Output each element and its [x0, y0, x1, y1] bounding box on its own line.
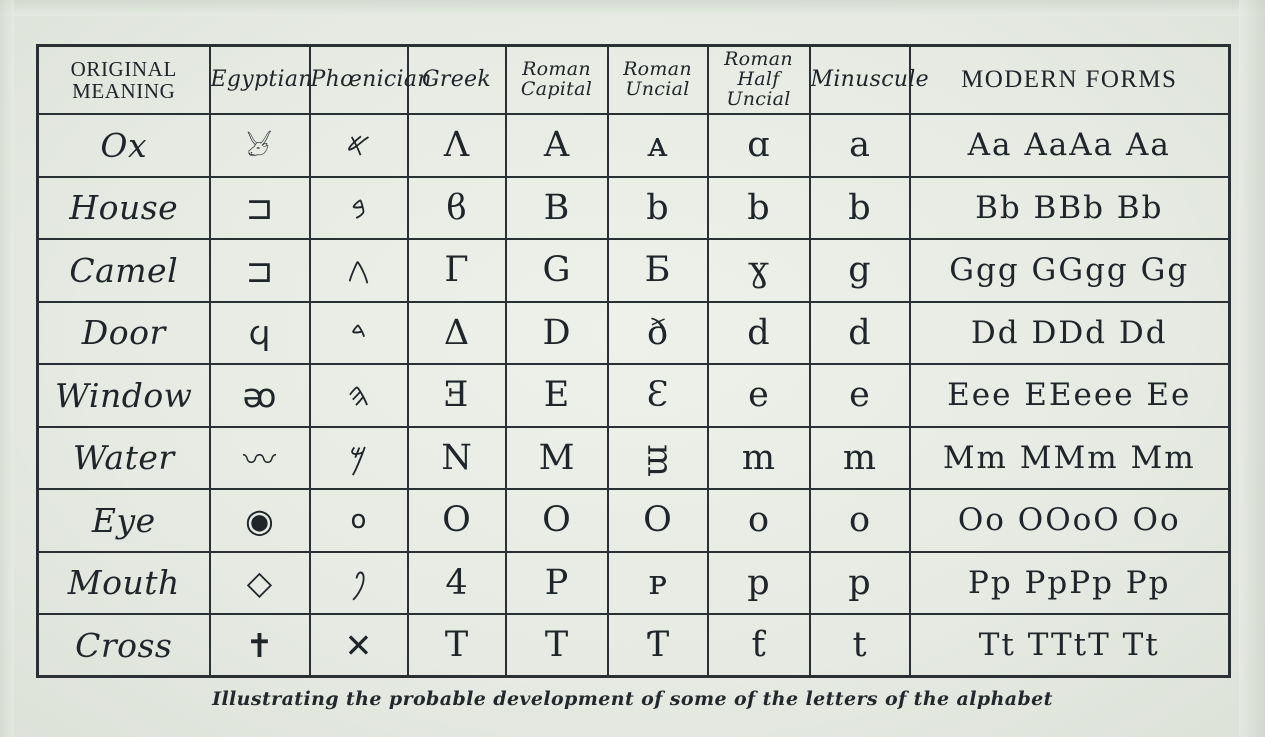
cell-original-meaning: Cross	[38, 614, 210, 677]
cell-greek-glyph: ϐ	[408, 177, 506, 240]
cell-roman-capital-glyph: D	[506, 302, 608, 365]
cell-greek-glyph: 4	[408, 552, 506, 615]
cell-original-meaning: Door	[38, 302, 210, 365]
cell-roman-half-uncial-glyph: m	[708, 427, 810, 490]
cell-roman-capital-glyph: O	[506, 489, 608, 552]
table-row	[38, 552, 1230, 615]
cell-egyptian-glyph: ◇	[210, 552, 310, 615]
cell-modern-forms: Ggg GGgg Gg	[910, 239, 1230, 302]
cell-minuscule-glyph: e	[810, 364, 910, 427]
cell-greek-glyph: Ǝ	[408, 364, 506, 427]
cell-modern-forms: Aa AaAa Aa	[910, 114, 1230, 177]
cell-greek-glyph: Γ	[408, 239, 506, 302]
cell-original-meaning: Ox	[38, 114, 210, 177]
column-header-line1: Roman	[522, 58, 591, 81]
table-header-row	[38, 46, 1230, 115]
column-header-roman-uncial	[608, 46, 708, 115]
cell-greek-glyph: N	[408, 427, 506, 490]
column-header-modern-forms: MODERN FORMS	[910, 46, 1230, 115]
paper-edge-left	[0, 0, 14, 737]
cell-roman-half-uncial-glyph: ɣ	[708, 239, 810, 302]
column-header-line1: Roman	[623, 58, 692, 81]
cell-roman-half-uncial-glyph: d	[708, 302, 810, 365]
table-row	[38, 302, 1230, 365]
column-header-line2: Half Uncial	[726, 68, 791, 110]
column-header-egyptian: Egyptian	[210, 46, 310, 115]
cell-original-meaning: House	[38, 177, 210, 240]
cell-phoenician-glyph: 𐤃	[310, 302, 408, 365]
cell-phoenician-glyph: o	[310, 489, 408, 552]
cell-minuscule-glyph: g	[810, 239, 910, 302]
cell-phoenician-glyph: 𐤐	[310, 552, 408, 615]
cell-modern-forms: Pp PpPp Pp	[910, 552, 1230, 615]
cell-minuscule-glyph: b	[810, 177, 910, 240]
cell-roman-capital-glyph: T	[506, 614, 608, 677]
alphabet-development-table	[36, 44, 1231, 678]
cell-egyptian-glyph: ◉	[210, 489, 310, 552]
cell-roman-uncial-glyph: ᴟ	[608, 427, 708, 490]
table-row	[38, 427, 1230, 490]
cell-roman-uncial-glyph: Ƭ	[608, 614, 708, 677]
cell-egyptian-glyph: ✝	[210, 614, 310, 677]
cell-roman-capital-glyph: P	[506, 552, 608, 615]
column-header-line2: Uncial	[625, 78, 690, 100]
column-header-line2: MEANING	[72, 79, 176, 103]
column-header-minuscule: Minuscule	[810, 46, 910, 115]
cell-modern-forms: Eee EEeee Ee	[910, 364, 1230, 427]
cell-minuscule-glyph: d	[810, 302, 910, 365]
cell-greek-glyph: T	[408, 614, 506, 677]
figure-caption: Illustrating the probable development of some of the letters of the alphabet	[212, 688, 1053, 710]
cell-modern-forms: Dd DDd Dd	[910, 302, 1230, 365]
paper-edge-top	[0, 0, 1265, 16]
cell-roman-uncial-glyph: ᴘ	[608, 552, 708, 615]
cell-roman-uncial-glyph: ᴀ	[608, 114, 708, 177]
column-header-roman-capital	[506, 46, 608, 115]
cell-roman-capital-glyph: B	[506, 177, 608, 240]
cell-roman-half-uncial-glyph: p	[708, 552, 810, 615]
cell-modern-forms: Bb BBb Bb	[910, 177, 1230, 240]
cell-roman-half-uncial-glyph: b	[708, 177, 810, 240]
cell-greek-glyph: Λ	[408, 114, 506, 177]
cell-phoenician-glyph: 𐤀	[310, 114, 408, 177]
table-row	[38, 489, 1230, 552]
cell-minuscule-glyph: o	[810, 489, 910, 552]
cell-original-meaning: Eye	[38, 489, 210, 552]
cell-roman-uncial-glyph: ð	[608, 302, 708, 365]
cell-original-meaning: Water	[38, 427, 210, 490]
column-header-line2: Capital	[520, 78, 593, 100]
cell-greek-glyph: O	[408, 489, 506, 552]
cell-egyptian-glyph: ᴔ	[210, 364, 310, 427]
cell-egyptian-glyph: ⊐	[210, 177, 310, 240]
cell-roman-half-uncial-glyph: ɑ	[708, 114, 810, 177]
cell-roman-half-uncial-glyph: e	[708, 364, 810, 427]
table-row	[38, 364, 1230, 427]
alphabet-table-container	[36, 44, 1228, 675]
column-header-line1: Roman	[724, 48, 793, 71]
cell-egyptian-glyph: ⊐	[210, 239, 310, 302]
cell-modern-forms: Oo OOoO Oo	[910, 489, 1230, 552]
table-row	[38, 114, 1230, 177]
cell-roman-capital-glyph: M	[506, 427, 608, 490]
cell-modern-forms: Mm MMm Mm	[910, 427, 1230, 490]
paper-edge-right	[1239, 0, 1265, 737]
cell-egyptian-glyph: 〰	[210, 427, 310, 490]
cell-phoenician-glyph: 𐤌	[310, 427, 408, 490]
column-header-greek: Greek	[408, 46, 506, 115]
cell-phoenician-glyph: 𐤂	[310, 239, 408, 302]
cell-roman-uncial-glyph: b	[608, 177, 708, 240]
cell-roman-uncial-glyph: Ɛ	[608, 364, 708, 427]
cell-greek-glyph: Δ	[408, 302, 506, 365]
cell-phoenician-glyph: 𐤁	[310, 177, 408, 240]
column-header-original-meaning	[38, 46, 210, 115]
cell-modern-forms: Tt TTtT Tt	[910, 614, 1230, 677]
cell-minuscule-glyph: m	[810, 427, 910, 490]
cell-roman-capital-glyph: G	[506, 239, 608, 302]
cell-minuscule-glyph: p	[810, 552, 910, 615]
cell-original-meaning: Camel	[38, 239, 210, 302]
cell-egyptian-glyph: ϥ	[210, 302, 310, 365]
column-header-phoenician: Phœnician	[310, 46, 408, 115]
table-row	[38, 177, 1230, 240]
cell-phoenician-glyph: 𐤄	[310, 364, 408, 427]
column-header-roman-half-uncial	[708, 46, 810, 115]
cell-phoenician-glyph: ✕	[310, 614, 408, 677]
cell-roman-uncial-glyph: O	[608, 489, 708, 552]
cell-original-meaning: Window	[38, 364, 210, 427]
cell-roman-half-uncial-glyph: ƭ	[708, 614, 810, 677]
cell-roman-half-uncial-glyph: o	[708, 489, 810, 552]
cell-roman-uncial-glyph: Ƃ	[608, 239, 708, 302]
cell-minuscule-glyph: t	[810, 614, 910, 677]
cell-minuscule-glyph: a	[810, 114, 910, 177]
cell-egyptian-glyph: 𓃾	[210, 114, 310, 177]
cell-roman-capital-glyph: A	[506, 114, 608, 177]
column-header-line1: ORIGINAL	[70, 56, 177, 81]
table-body	[38, 114, 1230, 677]
cell-original-meaning: Mouth	[38, 552, 210, 615]
table-row	[38, 614, 1230, 677]
cell-roman-capital-glyph: E	[506, 364, 608, 427]
table-row	[38, 239, 1230, 302]
table-header	[38, 46, 1230, 115]
